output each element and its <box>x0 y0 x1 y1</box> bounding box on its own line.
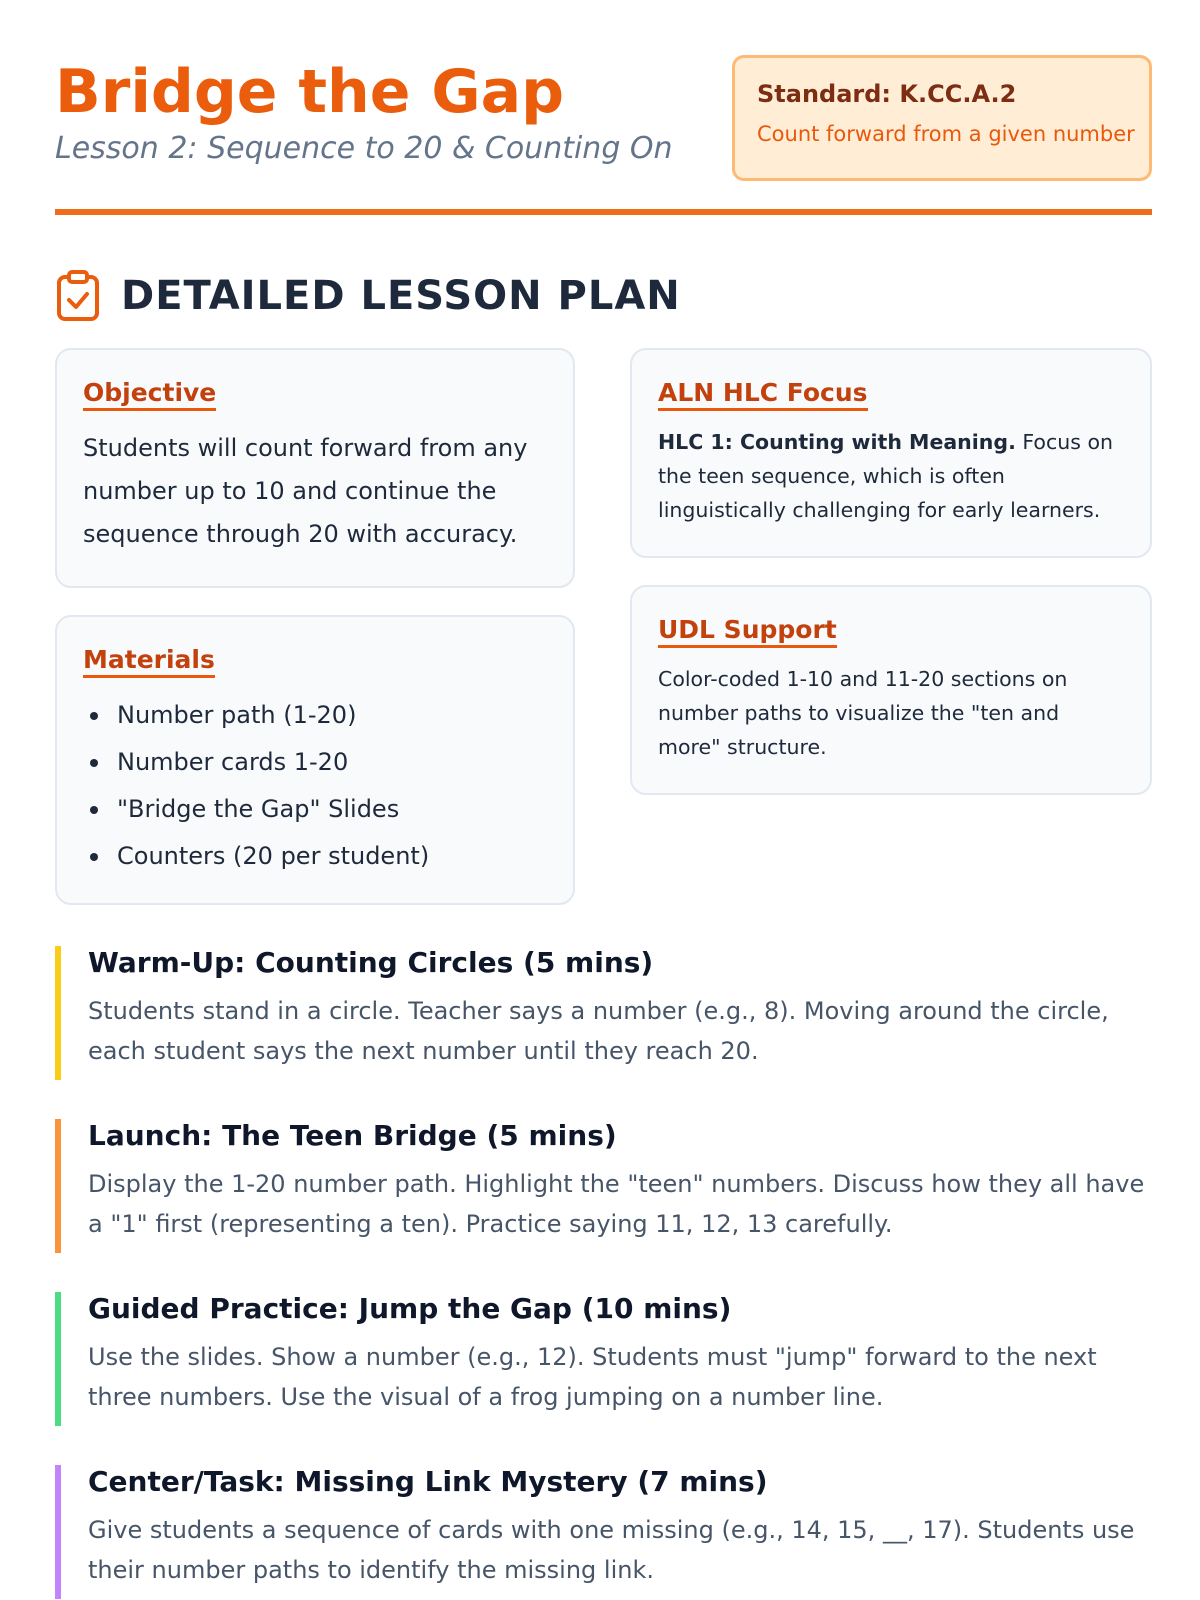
lesson-step-warm-up <box>55 946 1155 1080</box>
list-item: Number path (1-20) <box>83 692 547 739</box>
step-text: Students stand in a circle. Teacher says a number (e.g., 8). Moving around the circle, each student says the next number until they reach 20. <box>88 997 1109 1065</box>
aln-focus-card <box>630 348 1152 558</box>
list-item: "Bridge the Gap" Slides <box>83 786 547 833</box>
section-title: DETAILED LESSON PLAN <box>121 273 681 319</box>
standard-label: Standard: K.CC.A.2 <box>757 80 1017 108</box>
step-title: Center/Task: Missing Link Mystery (7 mins) <box>88 1465 768 1498</box>
list-item: Number cards 1-20 <box>83 739 547 786</box>
materials-card <box>55 615 575 905</box>
aln-focus-lead: HLC 1: Counting with Meaning. <box>658 430 1016 454</box>
list-item: Counters (20 per student) <box>83 833 547 880</box>
lesson-title: Bridge the Gap <box>55 57 565 127</box>
aln-focus-detail: Focus on the teen sequence, which is often linguistically challenging for early learners. <box>658 430 1113 522</box>
section-heading <box>55 266 681 326</box>
lesson-header <box>55 55 1152 215</box>
udl-card <box>630 585 1152 795</box>
clipboard-check-icon <box>55 270 103 322</box>
objective-text: Students will count forward from any number up to 10 and continue the sequence through 20 with accuracy. <box>83 434 528 548</box>
lesson-subtitle: Lesson 2: Sequence to 20 & Counting On <box>55 131 673 166</box>
step-accent-bar <box>55 1119 61 1253</box>
step-text: Use the slides. Show a number (e.g., 12). Students must "jump" forward to the next three numbers. Use the visual of a frog jumping on a number line. <box>88 1343 1097 1411</box>
materials-heading: Materials <box>83 645 215 678</box>
step-accent-bar <box>55 1292 61 1426</box>
objective-heading: Objective <box>83 378 216 411</box>
aln-focus-text <box>658 425 1124 527</box>
standard-description: Count forward from a given number <box>757 122 1135 146</box>
objective-card <box>55 348 575 588</box>
step-title: Guided Practice: Jump the Gap (10 mins) <box>88 1292 732 1325</box>
step-accent-bar <box>55 1465 61 1599</box>
udl-text: Color-coded 1-10 and 11-20 sections on number paths to visualize the "ten and more" structure. <box>658 667 1068 759</box>
materials-list <box>83 692 547 880</box>
step-title: Launch: The Teen Bridge (5 mins) <box>88 1119 617 1152</box>
lesson-step-launch <box>55 1119 1155 1253</box>
step-text: Display the 1-20 number path. Highlight the "teen" numbers. Discuss how they all have a "1" first (representing a ten). Practice saying 11, 12, 13 carefully. <box>88 1170 1145 1238</box>
lesson-step-center-task <box>55 1465 1155 1599</box>
udl-heading: UDL Support <box>658 615 837 648</box>
step-text: Give students a sequence of cards with one missing (e.g., 14, 15, __, 17). Students use their number paths to identify the missing link. <box>88 1516 1135 1584</box>
standard-badge <box>732 55 1152 181</box>
step-accent-bar <box>55 946 61 1080</box>
lesson-step-guided-practice <box>55 1292 1155 1426</box>
aln-focus-heading: ALN HLC Focus <box>658 378 868 411</box>
step-title: Warm-Up: Counting Circles (5 mins) <box>88 946 654 979</box>
